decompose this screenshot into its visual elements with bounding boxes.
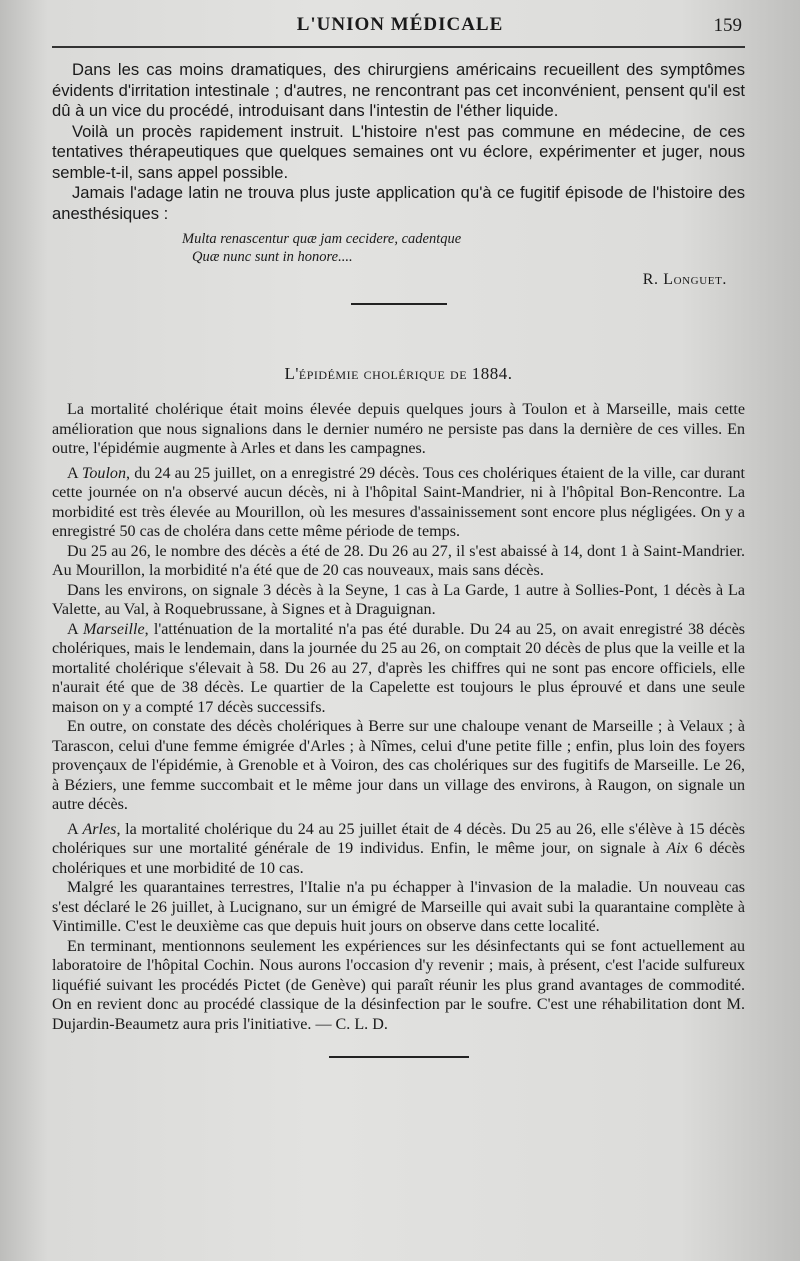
paragraph: En outre, on constate des décès cholériques à Berre sur une chaloupe venant de Marseille ; à Velaux ; à Tarascon, celui d'une femme émigrée d'Arles ; à Nîmes, celui d'une petite fille ; enfin, plus loin des foyers provençaux de l'épidémie, à Grenoble et à Voiron, des cas cholériques sur des fugitifs de Marseille. Le 26, à Béziers, une femme succombait et le même jour dans un village des environs, à Raugon, on signale un autre décès. (52, 718, 745, 813)
place-name: Marseille (82, 620, 145, 638)
cholera-article (52, 364, 745, 1058)
section-separator (351, 303, 447, 305)
text-run: 6 décès cholériques et une morbidité de 10 cas. (52, 840, 745, 877)
text-run: , l'atténuation de la mortalité n'a pas été durable. Du 24 au 25, on avait enregistré 38 décès cholériques, mais le lendemain, dans la journée du 25 au 26, on comptait 20 décès de plus que la veille et la mortalité cholérique s'élevait à 58. Du 26 au 27, d'après les chiffres qui ne sont pas encore officiels, elle n'aurait été que de 38 décès. Le quartier de la Capelette est toujours le plus éprouvé et dans une seule maison on y a compté 17 décès successifs. (52, 620, 746, 716)
paragraph (52, 820, 745, 879)
paragraph: Du 25 au 26, le nombre des décès a été de 28. Du 26 au 27, il s'est abaissé à 14, dont 1 à Saint-Mandrier. Au Mourillon, la morbidité n'a été que de 20 cas nouveaux, mais sans décès. (52, 542, 745, 579)
place-name: Toulon (81, 464, 127, 482)
author-signature: R. Longuet. (642, 271, 727, 288)
header-rule (52, 46, 745, 48)
article-ending (52, 60, 745, 305)
quote-line: Quæ nunc sunt in honore.... (192, 249, 353, 265)
page-number: 159 (713, 15, 742, 36)
paragraph: Dans les environs, on signale 3 décès à la Seyne, 1 cas à La Garde, 1 autre à Sollies-Pont, 1 décès à La Valette, au Val, à Roquebrussane, à Signes et à Draguignan. (52, 581, 745, 618)
place-name: Arles (82, 820, 117, 838)
quote-line: Multa renascentur quæ jam cecidere, cadentque (182, 231, 462, 247)
paragraph (52, 464, 745, 542)
section-title: L'épidémie cholérique de 1884. (284, 364, 513, 383)
place-name: Aix (666, 840, 688, 857)
paragraph: Jamais l'adage latin ne trouva plus juste application qu'à ce fugitif épisode de l'histoire des anesthésiques : (52, 183, 745, 223)
text-run: , du 24 au 25 juillet, on a enregistré 29 décès. Tous ces cholériques étaient de la ville, car durant cette journée on n'a observé aucun décès, ni à l'hôpital Saint-Mandrier, ni à l'hôpital Bon-Rencontre. La morbidité est très élevée au Mourillon, où les mesures d'assainissement sont encore plus négligées. On y a enregistré 50 cas de choléra dans cette même période de temps. (52, 464, 746, 540)
latin-quote (52, 230, 745, 266)
journal-title: L'UNION MÉDICALE (296, 14, 504, 35)
text-run: A (67, 820, 83, 838)
paragraph: Voilà un procès rapidement instruit. L'histoire n'est pas commune en médecine, de ces tentatives thérapeutiques que quelques semaines ont vu éclore, expérimenter et juger, nous semble-t-il, sans appel possible. (52, 121, 745, 182)
running-head (0, 14, 800, 38)
text-run: A (67, 464, 82, 482)
end-rule (329, 1056, 469, 1058)
paragraph: En terminant, mentionnons seulement les expériences sur les désinfectants qui se font actuellement au laboratoire de l'hôpital Cochin. Nous aurons l'occasion d'y revenir ; mais, à présent, c'est l'acide sulfureux liquéfié suivant les procédés Pictet (de Genève) qui paraît réunir les plus grand avantages de commodité. On en revient donc au procédé classique de la désinfection par le soufre. C'est une réhabilitation dont M. Dujardin-Beaumetz aura pris l'initiative. — C. L. D. (52, 937, 745, 1033)
paragraph: Dans les cas moins dramatiques, des chirurgiens américains recueillent des symptômes évidents d'irritation intestinale ; d'autres, ne rencontrant pas cet inconvénient, pensent qu'il est dû à un vice du procédé, introduisant dans l'intestin de l'éther liquide. (52, 60, 745, 120)
text-run: A (67, 620, 83, 638)
paragraph: La mortalité cholérique était moins élevée depuis quelques jours à Toulon et à Marseille, mais cette amélioration que nous signalions dans le dernier numéro ne persiste pas dans la dernière de ces villes. En outre, l'épidémie augmente à Arles et dans les campagnes. (52, 401, 745, 457)
paragraph (52, 620, 745, 718)
paragraph: Malgré les quarantaines terrestres, l'Italie n'a pu échapper à l'invasion de la maladie. Un nouveau cas s'est déclaré le 26 juillet, à Lucignano, sur un émigré de Marseille qui avait subi la quarantaine complète à Vintimille. C'est le deuxième cas que depuis huit jours on observe dans cette localité. (52, 879, 745, 935)
text-run: , la mortalité cholérique du 24 au 25 juillet était de 4 décès. Du 25 au 26, elle s'élève à 15 décès cholériques sur une mortalité générale de 19 individus. Enfin, le même jour, on signale à (52, 820, 746, 857)
